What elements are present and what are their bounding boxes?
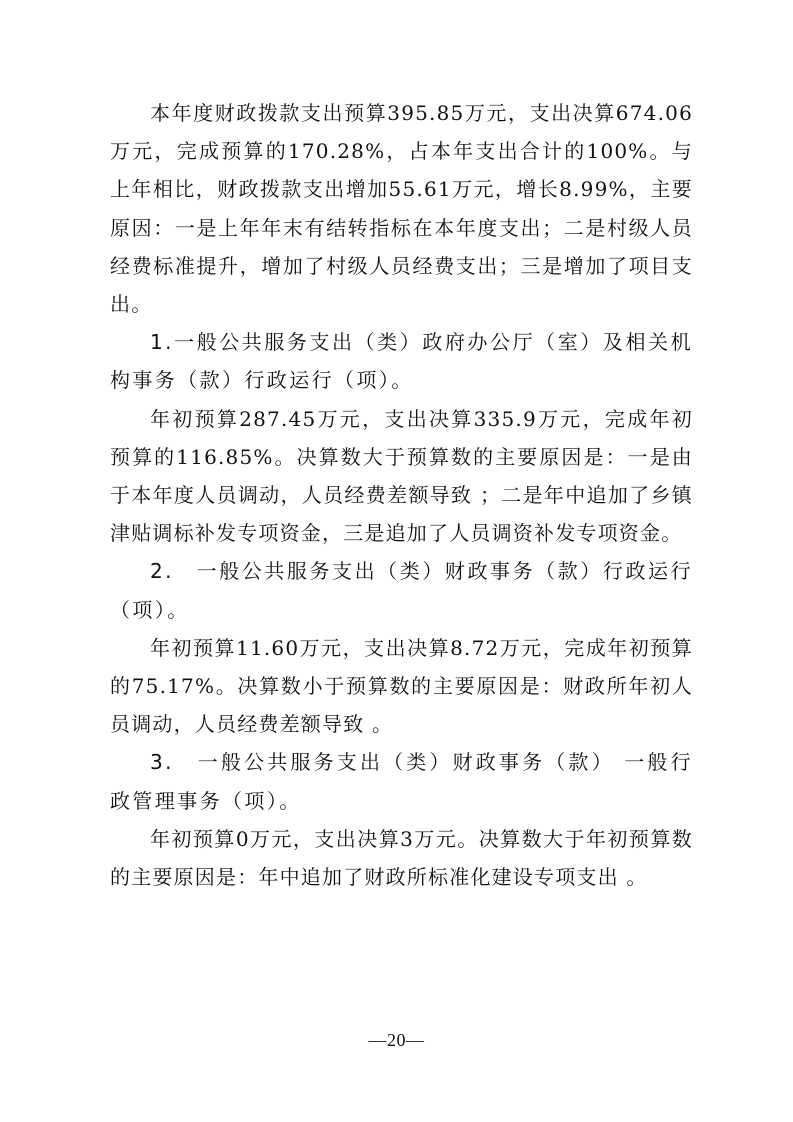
- page-number: —20—: [368, 1030, 425, 1050]
- section-heading-3: 3. 一般公共服务支出（类）财政事务（款） 一般行政管理事务（项）。: [110, 750, 693, 813]
- paragraph-section-3: 年初预算0万元，支出决算3万元。决算数大于年初预算数的主要原因是：年中追加了财政所标准化建设专项支出 。: [110, 826, 693, 890]
- section-heading-2: 2. 一般公共服务支出（类）财政事务（款）行政运行（项）。: [110, 559, 693, 622]
- paragraph-section-1: 年初预算287.45万元，支出决算335.9万元，完成年初预算的116.85%。决算数大于预算数的主要原因是：一是由于本年度人员调动，人员经费差额导致 ；二是年中追加了乡镇津贴调标补发专项资金，三是追加了人员调资补发专项资金。: [110, 406, 693, 546]
- paragraph-summary: 本年度财政拨款支出预算395.85万元，支出决算674.06万元，完成预算的170.28%，占本年支出合计的100%。与上年相比，财政拨款支出增加55.61万元，增长8.99%，主要原因：一是上年年末有结转指标在本年度支出；二是村级人员经费标准提升，增加了村级人员经费支出；三是增加了项目支出。: [110, 101, 693, 317]
- document-body: [110, 94, 693, 896]
- paragraph-section-2: 年初预算11.60万元，支出决算8.72万元，完成年初预算的75.17%。决算数小于预算数的主要原因是：财政所年初人员调动，人员经费差额导致 。: [110, 635, 693, 737]
- section-heading-1: 1.一般公共服务支出（类）政府办公厅（室）及相关机构事务（款）行政运行（项）。: [110, 330, 693, 393]
